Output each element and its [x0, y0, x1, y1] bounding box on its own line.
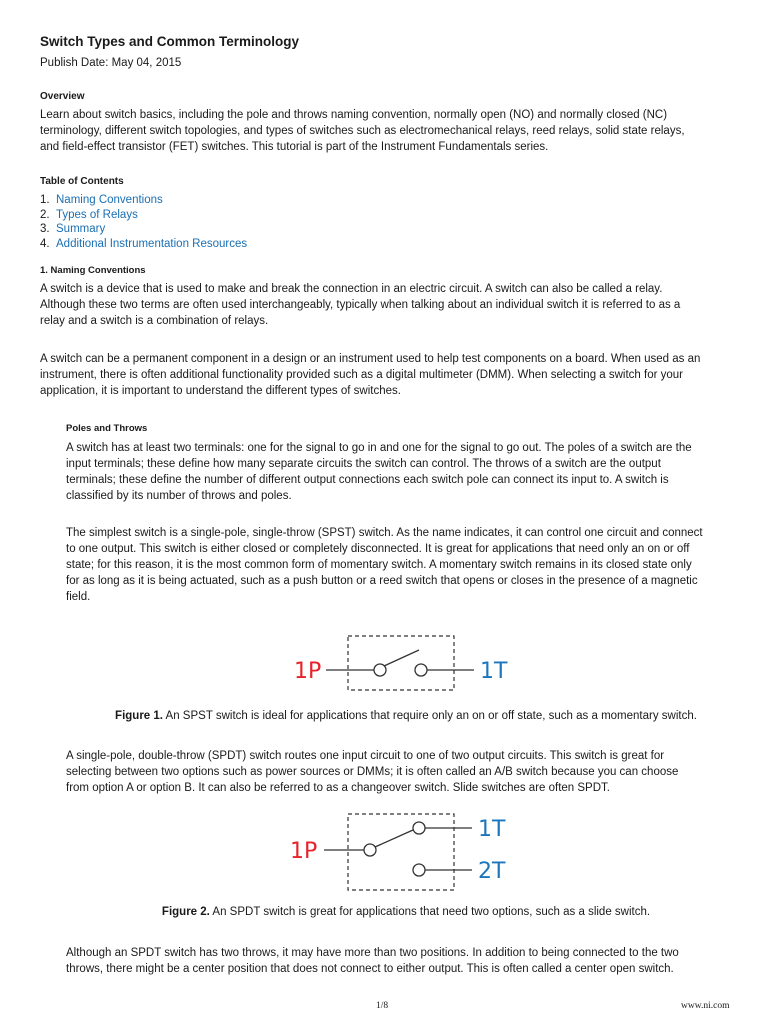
- pole-label: 1P: [290, 839, 318, 864]
- toc-item-number: 3.: [40, 223, 50, 236]
- text-line: relay and a switch is a combination of relays.: [40, 315, 269, 327]
- section-heading-naming-conventions: 1. Naming Conventions: [40, 265, 146, 276]
- subsection-heading-poles-throws: Poles and Throws: [66, 423, 148, 434]
- text-line: classified by its number of throws and poles.: [66, 490, 292, 502]
- figure-1-caption: [66, 710, 746, 722]
- text-line: throws, there might be a center position that does not connect to either output. This is often called a center open switch.: [66, 963, 674, 975]
- text-line: state; for this reason, it is the most common form of momentary switch. A momentary switch remains in its closed state only: [66, 559, 692, 571]
- toc-item-number: 4.: [40, 237, 50, 250]
- text-line: for as long as it is being actuated, such as a push button or a reed switch that opens or closes in the presence of a magnetic: [66, 575, 698, 587]
- figure-2-caption: [66, 906, 746, 918]
- throw-label: 1T: [480, 659, 508, 684]
- throw-2-contact: [413, 864, 425, 876]
- text-line: from option A or option B. It can also be referred to as a changeover switch. Slide switches are often SPDT.: [66, 782, 610, 794]
- overview-paragraph: [40, 107, 685, 155]
- pole-contact: [364, 844, 376, 856]
- caption-label: Figure 1.: [115, 710, 163, 722]
- table-of-contents: [40, 193, 247, 251]
- figure-2-spdt-diagram: [284, 808, 514, 896]
- naming-paragraph-2: [40, 351, 700, 399]
- text-line: application, it is important to understand the different types of switches.: [40, 385, 401, 397]
- throw-1-contact: [413, 822, 425, 834]
- switch-boundary-box: [348, 636, 454, 690]
- page-title: Switch Types and Common Terminology: [40, 34, 300, 49]
- toc-item: [40, 208, 247, 223]
- throw-contact: [415, 664, 427, 676]
- text-line: A switch has at least two terminals: one for the signal to go in and one for the signal to go out. The poles of a switch are the: [66, 442, 692, 454]
- toc-link-additional-resources[interactable]: Additional Instrumentation Resources: [56, 237, 248, 250]
- text-line: A switch is a device that is used to make and break the connection in an electric circuit. A switch can also be called a relay.: [40, 283, 663, 295]
- toc-link-naming-conventions[interactable]: Naming Conventions: [56, 194, 163, 206]
- figure-1-spst-diagram: [284, 624, 514, 698]
- text-line: and field-effect transistor (FET) switches. This tutorial is part of the Instrument Fundamentals series.: [40, 141, 549, 153]
- page-number: 1/8: [376, 1001, 389, 1011]
- text-line: selecting between two options such as power sources or DMMs; it is often called an A/B switch because you can choose: [66, 766, 679, 778]
- text-line: The simplest switch is a single-pole, single-throw (SPST) switch. As the name indicates, it can control one circuit and connect: [66, 527, 703, 539]
- toc-link-summary[interactable]: Summary: [56, 223, 106, 236]
- toc-item: [40, 222, 247, 237]
- text-line: Learn about switch basics, including the pole and throws naming convention, normally open (NO) and normally closed (NC): [40, 109, 668, 121]
- text-line: field.: [66, 591, 91, 603]
- toc-item: [40, 193, 247, 208]
- text-line: input terminals; these define how many separate circuits the switch can control. The throws of a switch are the output: [66, 458, 661, 470]
- text-line: A switch can be a permanent component in a design or an instrument used to help test components on a board. When used as an: [40, 353, 701, 365]
- switch-arm: [375, 830, 413, 847]
- publish-date: Publish Date: May 04, 2015: [40, 57, 182, 69]
- toc-item-number: 1.: [40, 194, 50, 206]
- caption-text: An SPDT switch is great for applications that need two options, such as a slide switch.: [209, 906, 651, 918]
- switch-arm: [384, 650, 419, 666]
- naming-paragraph-1: [40, 281, 680, 329]
- toc-item-number: 2.: [40, 208, 50, 221]
- toc-heading: Table of Contents: [40, 176, 124, 187]
- text-line: terminology, different switch topologies, and types of switches such as electromechanical relays, reed relays, solid state relays,: [40, 125, 685, 137]
- poles-paragraph-4: [66, 945, 679, 977]
- text-line: terminals; these define the number of different output connections each switch pole can connect its input to. A switch is: [66, 474, 669, 486]
- text-line: Although these two terms are often used interchangeably, typically when talking about an individual switch it is referred to as a: [40, 299, 681, 311]
- poles-paragraph-3: [66, 748, 678, 796]
- footer-site: www.ni.com: [681, 1001, 730, 1011]
- throw-1-label: 1T: [478, 817, 506, 842]
- overview-heading: Overview: [40, 91, 85, 102]
- poles-paragraph-1: [66, 440, 692, 504]
- text-line: Although an SPDT switch has two throws, it may have more than two positions. In addition to being connected to the two: [66, 947, 679, 959]
- poles-paragraph-2: [66, 525, 703, 605]
- text-line: to one output. This switch is either closed or completely disconnected. It is great for applications that need only an on or off: [66, 543, 690, 555]
- caption-label: Figure 2.: [161, 906, 210, 918]
- toc-item: [40, 237, 247, 252]
- caption-text: An SPST switch is ideal for applications that require only an on or off state, such as a momentary switch.: [162, 710, 697, 722]
- throw-2-label: 2T: [478, 859, 506, 884]
- text-line: instrument, there is often additional functionality provided such as a digital multimeter (DMM). When selecting a switch for your: [40, 369, 684, 381]
- toc-link-types-of-relays[interactable]: Types of Relays: [56, 208, 138, 221]
- pole-label: 1P: [294, 659, 322, 684]
- text-line: A single-pole, double-throw (SPDT) switch routes one input circuit to one of two output circuits. This switch is great for: [66, 750, 665, 762]
